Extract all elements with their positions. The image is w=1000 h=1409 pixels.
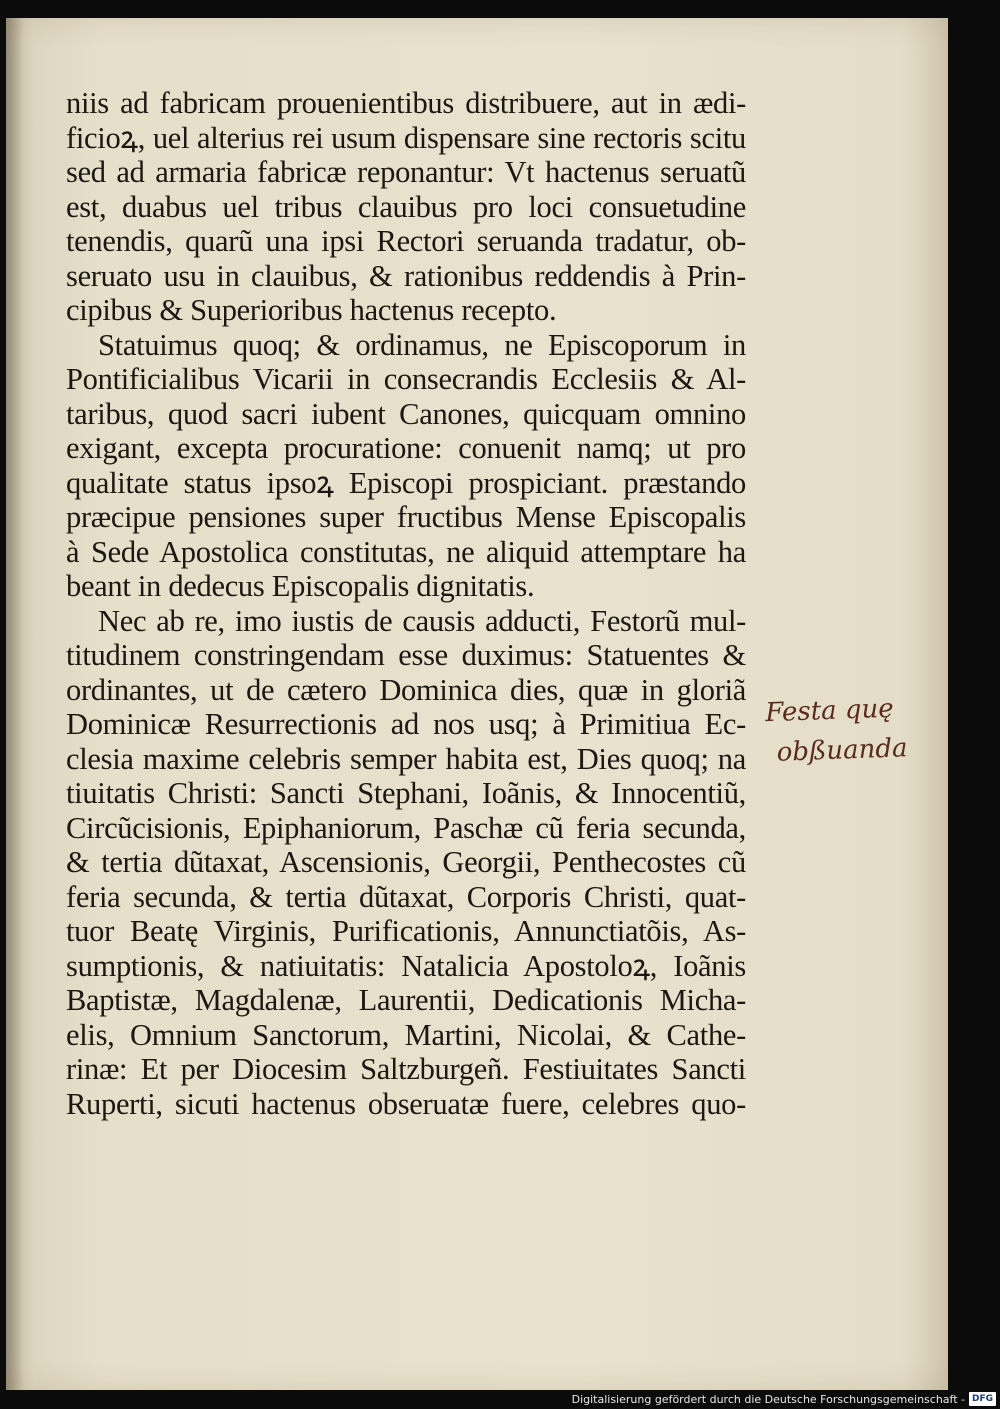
text-line: niis ad fabricam prouenientibus distribuere, aut in ædi- (66, 86, 746, 120)
marginal-note-line: Festa quę (764, 693, 895, 729)
text-line: exigant, excepta procuratione: conuenit namq; ut pro (66, 431, 746, 465)
handwritten-marginal-note (765, 687, 948, 773)
text-line: beant in dedecus Episcopalis dignitatis. (66, 569, 535, 603)
text-line: tuor Beatę Virginis, Purificationis, Annunctiatõis, As- (66, 914, 746, 948)
text-line: Dominicæ Resurrectionis ad nos usq; à Primitiua Ec- (66, 707, 746, 741)
text-line: cipibus & Superioribus hactenus recepto. (66, 293, 557, 327)
printed-text-block (66, 86, 746, 1121)
text-line: præcipue pensiones super fructibus Mense Episcopalis (66, 500, 746, 534)
text-line: ficioꝝ, uel alterius rei usum dispensare sine rectoris scitu (66, 120, 746, 155)
text-line: à Sede Apostolica constitutas, ne aliquid attemptare ha (66, 534, 746, 569)
text-line: elis, Omnium Sanctorum, Martini, Nicolai, & Cathe- (66, 1017, 746, 1052)
text-line: rinæ: Et per Diocesim Saltzburgeñ. Festiuitates Sancti (66, 1052, 746, 1086)
text-line: & tertia dũtaxat, Ascensionis, Georgii, Penthecostes cũ (66, 845, 746, 879)
text-line: clesia maxime celebris semper habita est, Dies quoq; na (66, 741, 746, 776)
text-line: seruato usu in clauibus, & rationibus reddendis à Prin- (66, 258, 746, 293)
text-line: taribus, quod sacri iubent Canones, quicquam omnino (66, 396, 746, 431)
text-line: Nec ab re, imo iustis de causis adducti, Festorũ mul- (98, 603, 746, 638)
text-line: qualitate status ipsoꝝ Episcopi prospiciant. præstando (66, 465, 746, 500)
text-line: tenendis, quarũ una ipsi Rectori seruanda tradatur, ob- (66, 224, 746, 258)
text-line: Ruperti, sicuti hactenus obseruatæ fuere, celebres quo- (66, 1086, 746, 1121)
text-line: Statuimus quoq; & ordinamus, ne Episcoporum in (98, 327, 746, 362)
text-line: sumptionis, & natiuitatis: Natalicia Apostoloꝝ, Ioãnis (66, 948, 746, 983)
credit-text: Digitalisierung gefördert durch die Deutsche Forschungsgemeinschaft - (571, 1392, 965, 1406)
text-line: Baptistæ, Magdalenæ, Laurentii, Dedicationis Micha- (66, 983, 746, 1017)
digitization-credit (572, 1391, 996, 1407)
text-line: Circũcisionis, Epiphaniorum, Paschæ cũ feria secunda, (66, 810, 746, 845)
text-line: est, duabus uel tribus clauibus pro loci consuetudine (66, 189, 746, 224)
text-line: Pontificialibus Vicarii in consecrandis Ecclesiis & Al- (66, 362, 746, 396)
text-line: tiuitatis Christi: Sancti Stephani, Ioãnis, & Innocentiũ, (66, 776, 746, 810)
dfg-logo: DFG (969, 1392, 996, 1406)
text-line: feria secunda, & tertia dũtaxat, Corporis Christi, quat- (66, 879, 746, 914)
text-line: sed ad armaria fabricæ reponantur: Vt hactenus seruatũ (66, 155, 746, 189)
text-line: titudinem constringendam esse duximus: Statuentes & (66, 638, 746, 672)
book-page (6, 18, 948, 1390)
marginal-note-line: obßuanda (776, 733, 909, 768)
text-line: ordinantes, ut de cætero Dominica dies, quæ in gloriã (66, 672, 746, 707)
